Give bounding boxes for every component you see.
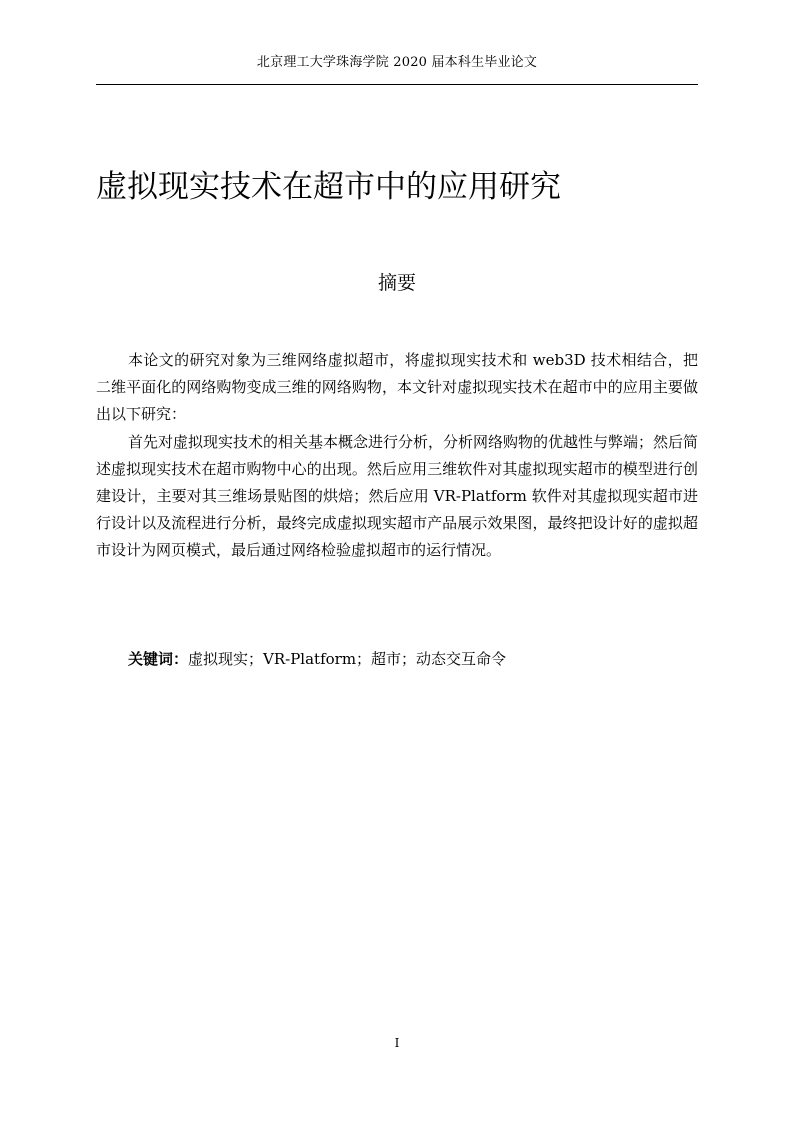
keywords-label: 关键词： <box>128 650 189 668</box>
abstract-paragraph-2: 首先对虚拟现实技术的相关基本概念进行分析，分析网络购物的优越性与弊端；然后简述虚拟现实技术在超市购物中心的出现。然后应用三维软件对其虚拟现实超市的模型进行创建设计，主要对其三维场景贴图的烘焙；然后应用 VR-Platform 软件对其虚拟现实超市进行设计以及流程进行分析，最终完成虚拟现实超市产品展示效果图，最终把设计好的虚拟超市设计为网页模式，最后通过网络检验虚拟超市的运行情况。 <box>96 432 699 560</box>
paper-title: 虚拟现实技术在超市中的应用研究 <box>96 169 561 205</box>
keywords-line <box>128 647 698 671</box>
page-number: I <box>394 1036 400 1050</box>
abstract-body <box>96 347 698 565</box>
running-header: 北京理工大学珠海学院 2020 届本科生毕业论文 <box>256 55 538 70</box>
keywords-text: 虚拟现实；VR-Platform；超市；动态交互命令 <box>188 650 507 668</box>
abstract-heading: 摘要 <box>377 272 416 294</box>
abstract-paragraph-1: 本论文的研究对象为三维网络虚拟超市，将虚拟现实技术和 web3D 技术相结合，把二维平面化的网络购物变成三维的网络购物，本文针对虚拟现实技术在超市中的应用主要做出以下研究： <box>96 351 698 424</box>
header-rule <box>96 84 698 85</box>
